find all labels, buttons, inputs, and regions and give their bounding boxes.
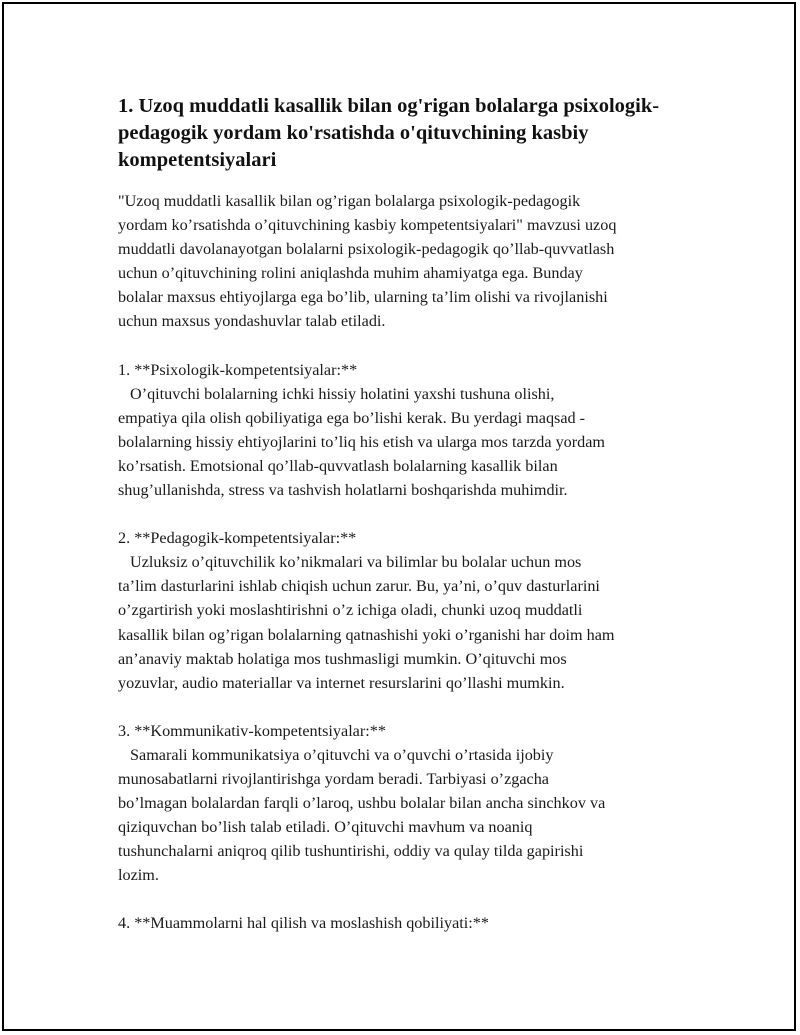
section-problem-solving xyxy=(118,911,698,935)
document-title: 1. Uzoq muddatli kasallik bilan og'rigan bolalarga psixologik- pedagogik yordam ko'rsatishda o'qituvchining kasbiy kompetentsiyalari xyxy=(118,95,660,171)
section-heading: 2. **Pedagogik-kompetentsiyalar:** xyxy=(118,529,357,548)
section-body-text: Uzluksiz o’qituvchilik ko’nikmalari va bilimlar bu bolalar uchun mos ta’lim dasturlarini ishlab chiqish uchun zarur. Bu, ya’ni, o’quv dasturlarini o’zgartirish yoki moslashtirishni o’z ichiga oladi, chunki uzoq muddatli kasallik bilan og’rigan bolalarning qatnashishi yoki o’rganishi har doim ham an’anaviy maktab holatiga mos tushmasligi mumkin. O’qituvchi mos yozuvlar, audio materiallar va internet resurslarini qo’llashi mumkin. xyxy=(118,553,615,692)
section-communicative xyxy=(118,719,698,888)
section-pedagogical xyxy=(118,526,698,695)
section-body-text: O’qituvchi bolalarning ichki hissiy holatini yaxshi tushuna olishi, empatiya qila olish qobiliyatiga ega bo’lishi kerak. Bu yerdagi maqsad - bolalarning hissiy ehtiyojlarini to’liq his etish va ularga mos tarzda yordam ko’rsatish. Emotsional qo’llab-quvvatlash bolalarning kasallik bilan shug’ullanishda, stress va tashvish holatlarni boshqarishda muhimdir. xyxy=(118,384,606,500)
section-body-text: Samarali kommunikatsiya o’qituvchi va o’quvchi o’rtasida ijobiy munosabatlarni rivojlantirishga yordam beradi. Tarbiyasi o’zgacha bo’lmagan bolalardan farqli o’laroq, ushbu bolalar bilan ancha sinchkov va qiziquvchan bo’lish talab etiladi. O’qituvchi mavhum va noaniq tushunchalarni aniqroq qilib tushuntirishi, oddiy va qulay tilda gapirishi lozim. xyxy=(118,745,606,885)
section-body xyxy=(118,550,698,695)
section-body xyxy=(118,743,698,888)
section-body xyxy=(118,382,698,502)
intro-paragraph: "Uzoq muddatli kasallik bilan og’rigan bolalarga psixologik-pedagogik yordam ko’rsatishda o’qituvchining kasbiy kompetentsiyalari" mavzusi uzoq muddatli davolanayotgan bolalarni psixologik-pedagogik qo’llab-quvvatlash uchun o’qituvchining rolini aniqlashda muhim ahamiyatga ega. Bunday bolalar maxsus ehtiyojlarga ega bo’lib, ularning ta’lim olishi va rivojlanishi uchun maxsus yondashuvlar talab etiladi. xyxy=(118,192,617,331)
document-content xyxy=(118,93,698,936)
section-heading: 4. **Muammolarni hal qilish va moslashish qobiliyati:** xyxy=(118,914,489,933)
section-heading: 1. **Psixologik-kompetentsiyalar:** xyxy=(118,360,358,379)
section-psychological xyxy=(118,358,698,503)
section-heading: 3. **Kommunikativ-kompetentsiyalar:** xyxy=(118,721,386,740)
